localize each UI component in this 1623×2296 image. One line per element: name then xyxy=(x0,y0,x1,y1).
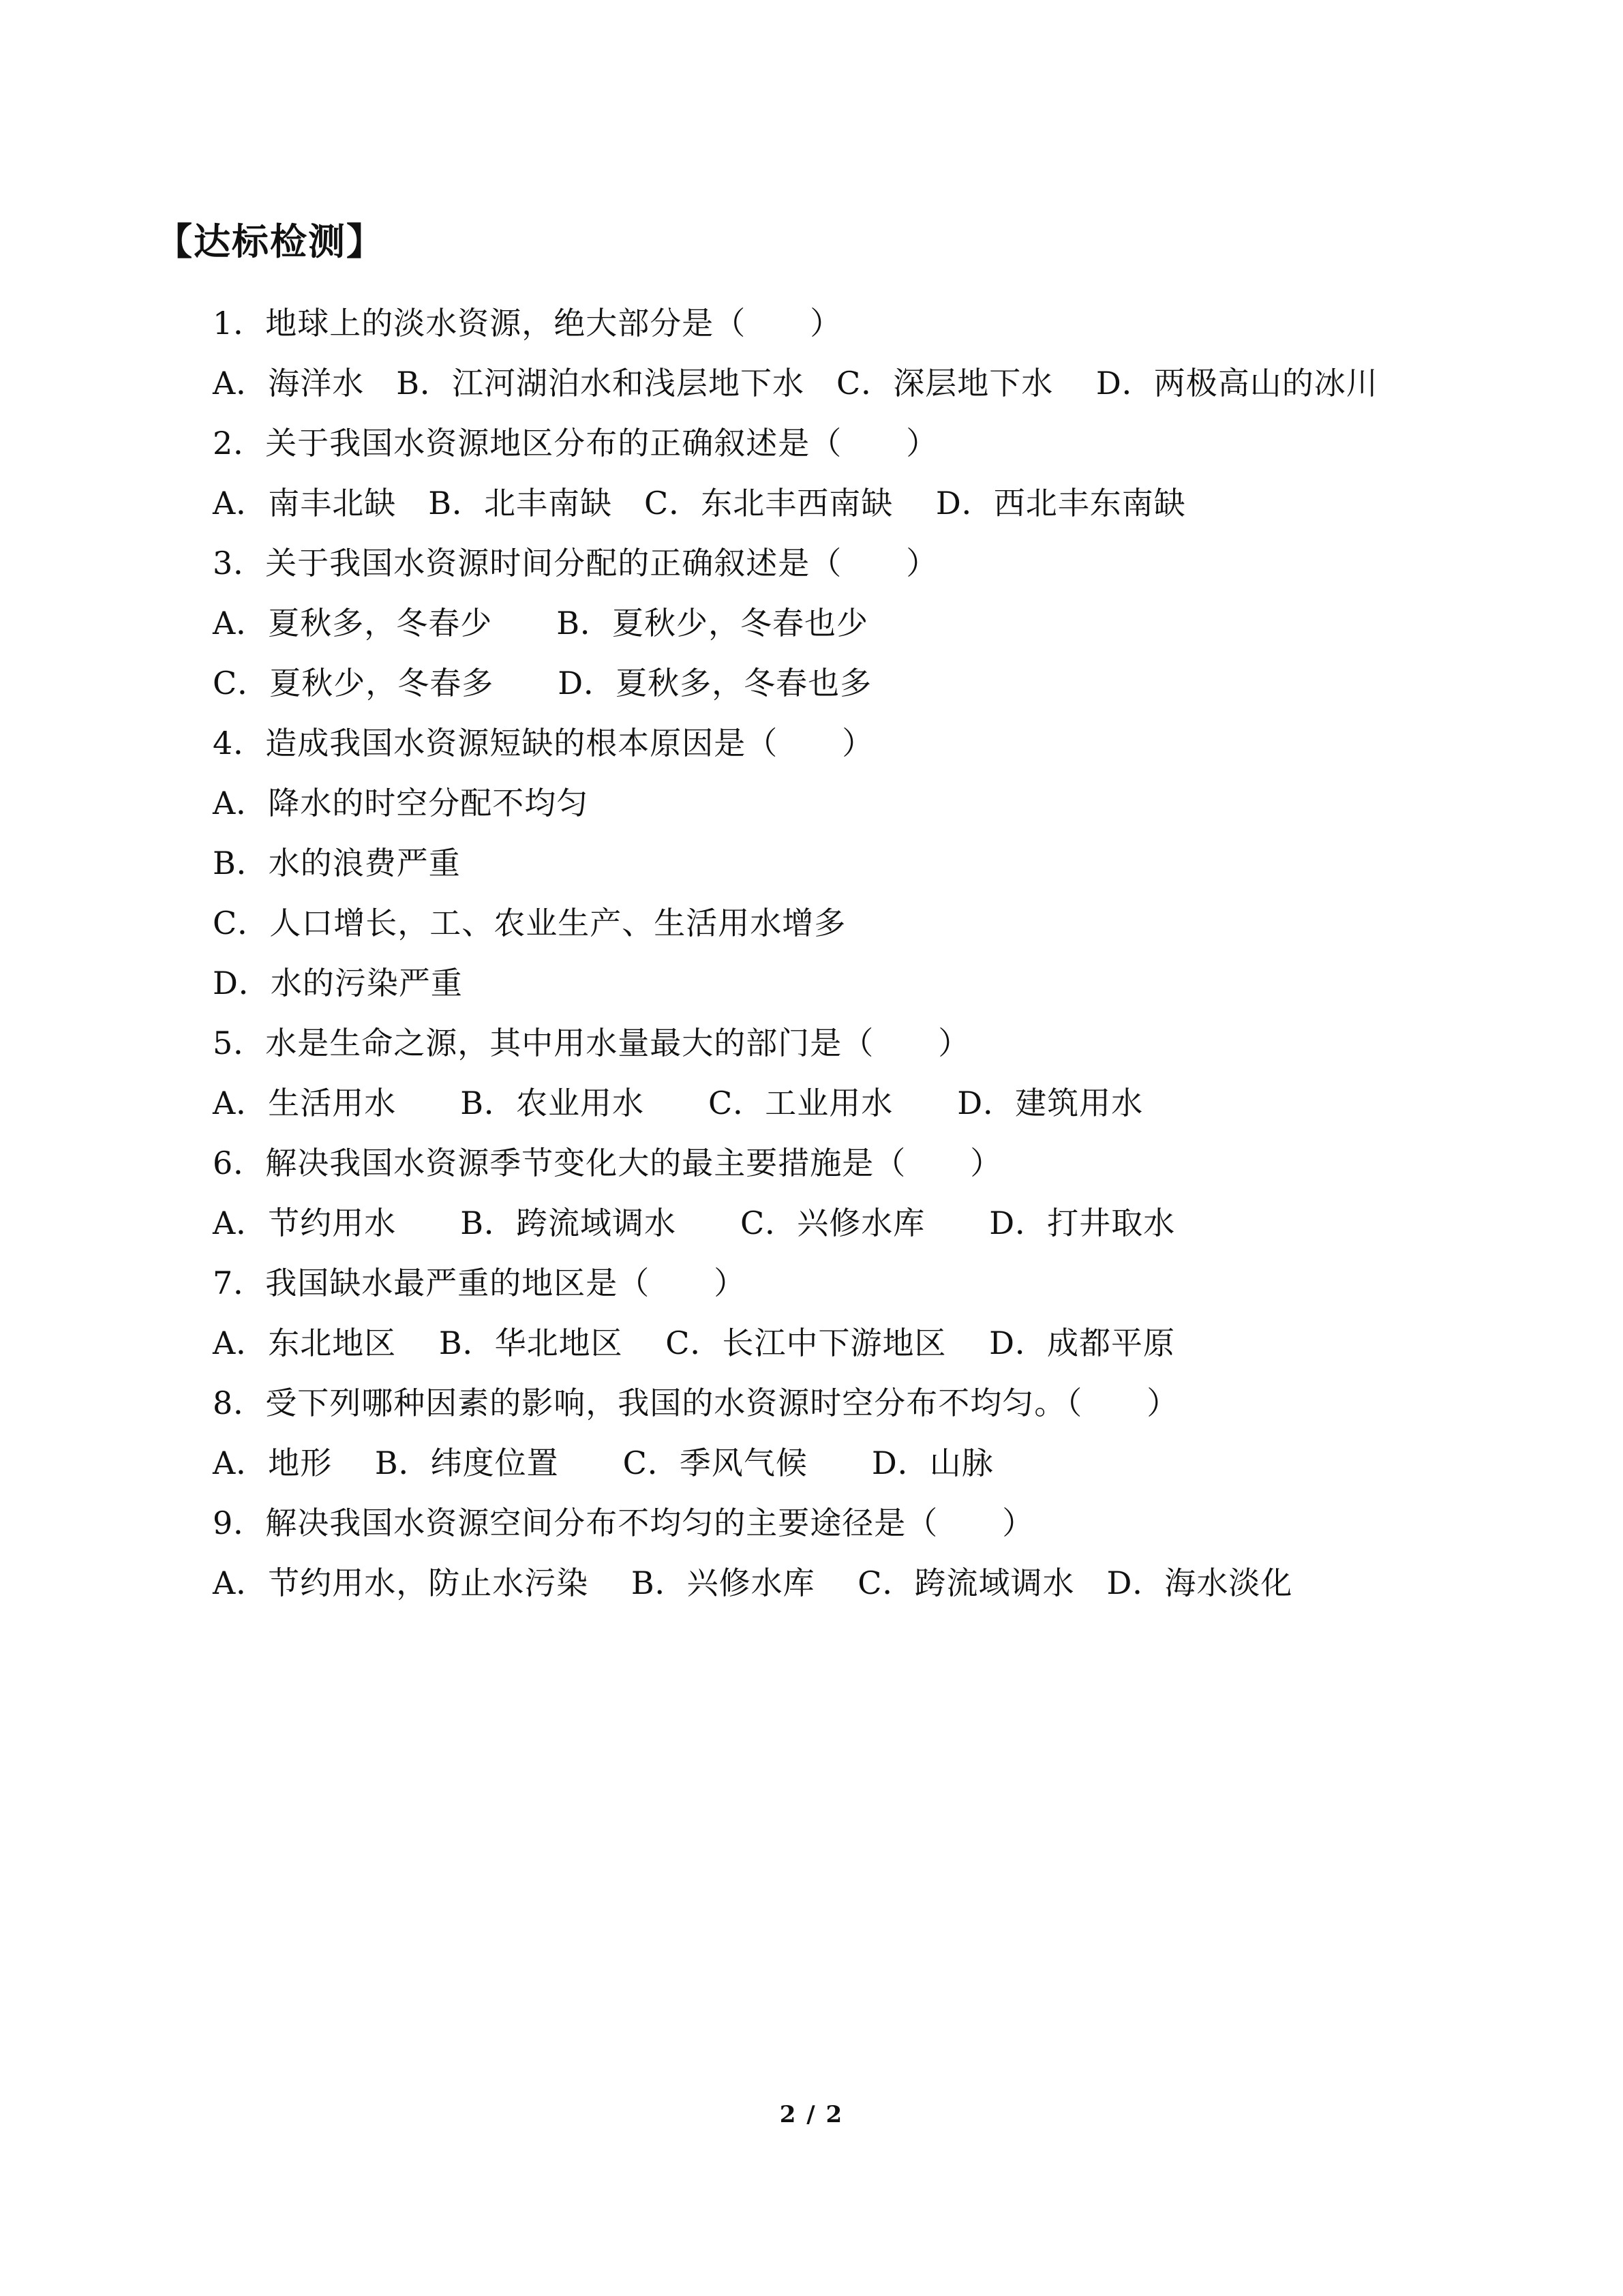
question-3-options-cd: C．夏秋少，冬春多 D．夏秋多，冬春也多 xyxy=(213,665,873,701)
question-1-options: A．海洋水 B．江河湖泊水和浅层地下水 C．深层地下水 D．两极高山的冰川 xyxy=(213,365,1378,402)
question-5: 5．水是生命之源，其中用水量最大的部门是（ ） xyxy=(213,1025,971,1061)
question-7: 7．我国缺水最严重的地区是（ ） xyxy=(213,1265,746,1301)
question-4-option-c: C．人口增长，工、农业生产、生活用水增多 xyxy=(213,905,847,941)
page-number: 2 / 2 xyxy=(779,2101,844,2128)
question-4-option-d: D．水的污染严重 xyxy=(213,965,463,1001)
question-4-option-b: B．水的浪费严重 xyxy=(213,845,461,881)
question-7-options: A．东北地区 B．华北地区 C．长江中下游地区 D．成都平原 xyxy=(213,1325,1175,1361)
question-6: 6．解决我国水资源季节变化大的最主要措施是（ ） xyxy=(213,1145,1003,1181)
question-2-options: A．南丰北缺 B．北丰南缺 C．东北丰西南缺 D．西北丰东南缺 xyxy=(213,485,1186,522)
question-2: 2．关于我国水资源地区分布的正确叙述是（ ） xyxy=(213,425,939,462)
question-4: 4．造成我国水资源短缺的根本原因是（ ） xyxy=(213,725,875,761)
question-3-options-ab: A．夏秋多，冬春少 B．夏秋少，冬春也少 xyxy=(213,605,869,641)
question-3: 3．关于我国水资源时间分配的正确叙述是（ ） xyxy=(213,545,939,581)
question-6-options: A．节约用水 B．跨流域调水 C．兴修水库 D．打井取水 xyxy=(213,1205,1176,1241)
section-title: 【达标检测】 xyxy=(155,220,384,263)
question-9: 9．解决我国水资源空间分布不均匀的主要途径是（ ） xyxy=(213,1505,1035,1541)
question-list xyxy=(213,293,1508,1613)
question-1: 1．地球上的淡水资源，绝大部分是（ ） xyxy=(213,305,843,342)
question-5-options: A．生活用水 B．农业用水 C．工业用水 D．建筑用水 xyxy=(213,1085,1144,1121)
question-9-options: A．节约用水，防止水污染 B．兴修水库 C．跨流域调水 D．海水淡化 xyxy=(213,1565,1293,1601)
question-8: 8．受下列哪种因素的影响，我国的水资源时空分布不均匀。（ ） xyxy=(213,1385,1179,1421)
question-8-options: A．地形 B．纬度位置 C．季风气候 D．山脉 xyxy=(213,1445,994,1481)
question-4-option-a: A．降水的时空分配不均匀 xyxy=(213,785,589,821)
